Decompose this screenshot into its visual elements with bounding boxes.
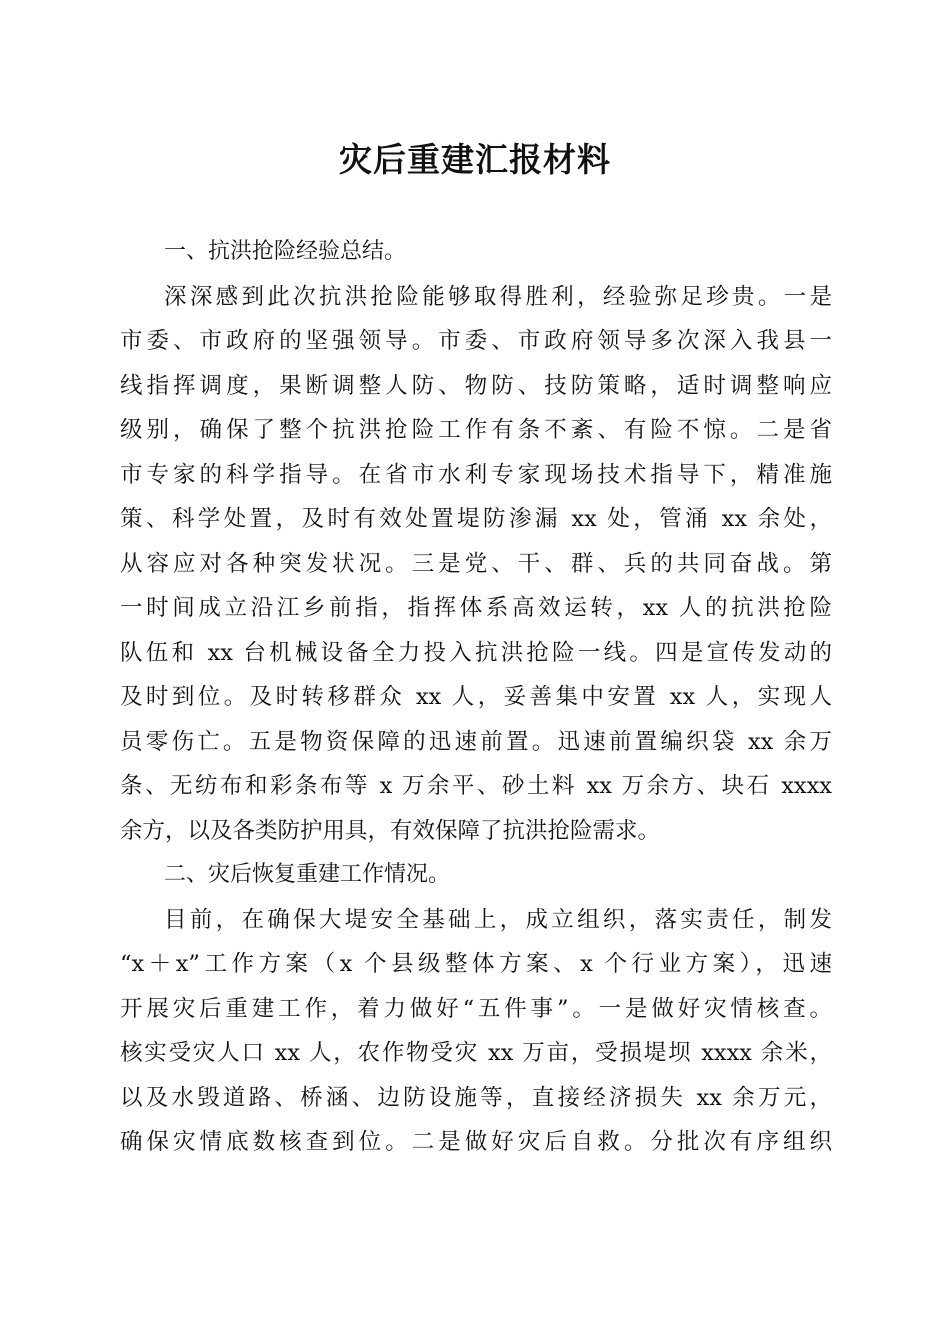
- paragraph-line: 以及水毁道路、桥涵、边防设施等，直接经济损失 xx 余万元，: [120, 1084, 832, 1111]
- section-heading-1: 一、抗洪抢险经验总结。: [164, 239, 407, 264]
- paragraph-line: 余方，以及各类防护用具，有效保障了抗洪抢险需求。: [120, 817, 661, 844]
- paragraph-line: 及时到位。及时转移群众 xx 人，妥善集中安置 xx 人，实现人: [120, 684, 832, 710]
- paragraph-line: 条、无纺布和彩条布等 x 万余平、砂土料 xx 万余方、块石 xxxx: [120, 773, 832, 799]
- paragraph-line: 市委、市政府的坚强领导。市委、市政府领导多次深入我县一: [120, 328, 832, 354]
- paragraph-line: 队伍和 xx 台机械设备全力投入抗洪抢险一线。四是宣传发动的: [120, 639, 832, 666]
- section-heading-2: 二、灾后恢复重建工作情况。: [164, 862, 451, 887]
- paragraph-line: 一时间成立沿江乡前指，指挥体系高效运转，xx 人的抗洪抢险: [120, 595, 832, 621]
- paragraph-line: 市专家的科学指导。在省市水利专家现场技术指导下，精准施: [120, 461, 832, 488]
- paragraph-line: 级别，确保了整个抗洪抢险工作有条不紊、有险不惊。二是省: [120, 417, 832, 443]
- paragraph-line: 深深感到此次抗洪抢险能够取得胜利，经验弥足珍贵。一是: [164, 283, 832, 310]
- paragraph-line: 目前，在确保大堤安全基础上，成立组织，落实责任，制发: [164, 906, 832, 933]
- paragraph-line: 员零伤亡。五是物资保障的迅速前置。迅速前置编织袋 xx 余万: [120, 728, 832, 755]
- paragraph-line: 策、科学处置，及时有效处置堤防渗漏 xx 处，管涌 xx 余处，: [120, 506, 832, 532]
- paragraph-line: 确保灾情底数核查到位。二是做好灾后自救。分批次有序组织: [120, 1129, 832, 1155]
- paragraph-line: 开展灾后重建工作，着力做好“五件事”。一是做好灾情核查。: [120, 995, 832, 1022]
- paragraph-line: “x＋x”工作方案（x 个县级整体方案、x 个行业方案），迅速: [120, 951, 832, 977]
- paragraph-line: 从容应对各种突发状况。三是党、干、群、兵的共同奋战。第: [120, 550, 832, 577]
- document-body: [120, 230, 832, 1165]
- paragraph-line: 核实受灾人口 xx 人，农作物受灾 xx 万亩，受损堤坝 xxxx 余米，: [120, 1040, 832, 1066]
- document-title: 灾后重建汇报材料: [339, 140, 611, 179]
- paragraph-line: 线指挥调度，果断调整人防、物防、技防策略，适时调整响应: [120, 372, 832, 399]
